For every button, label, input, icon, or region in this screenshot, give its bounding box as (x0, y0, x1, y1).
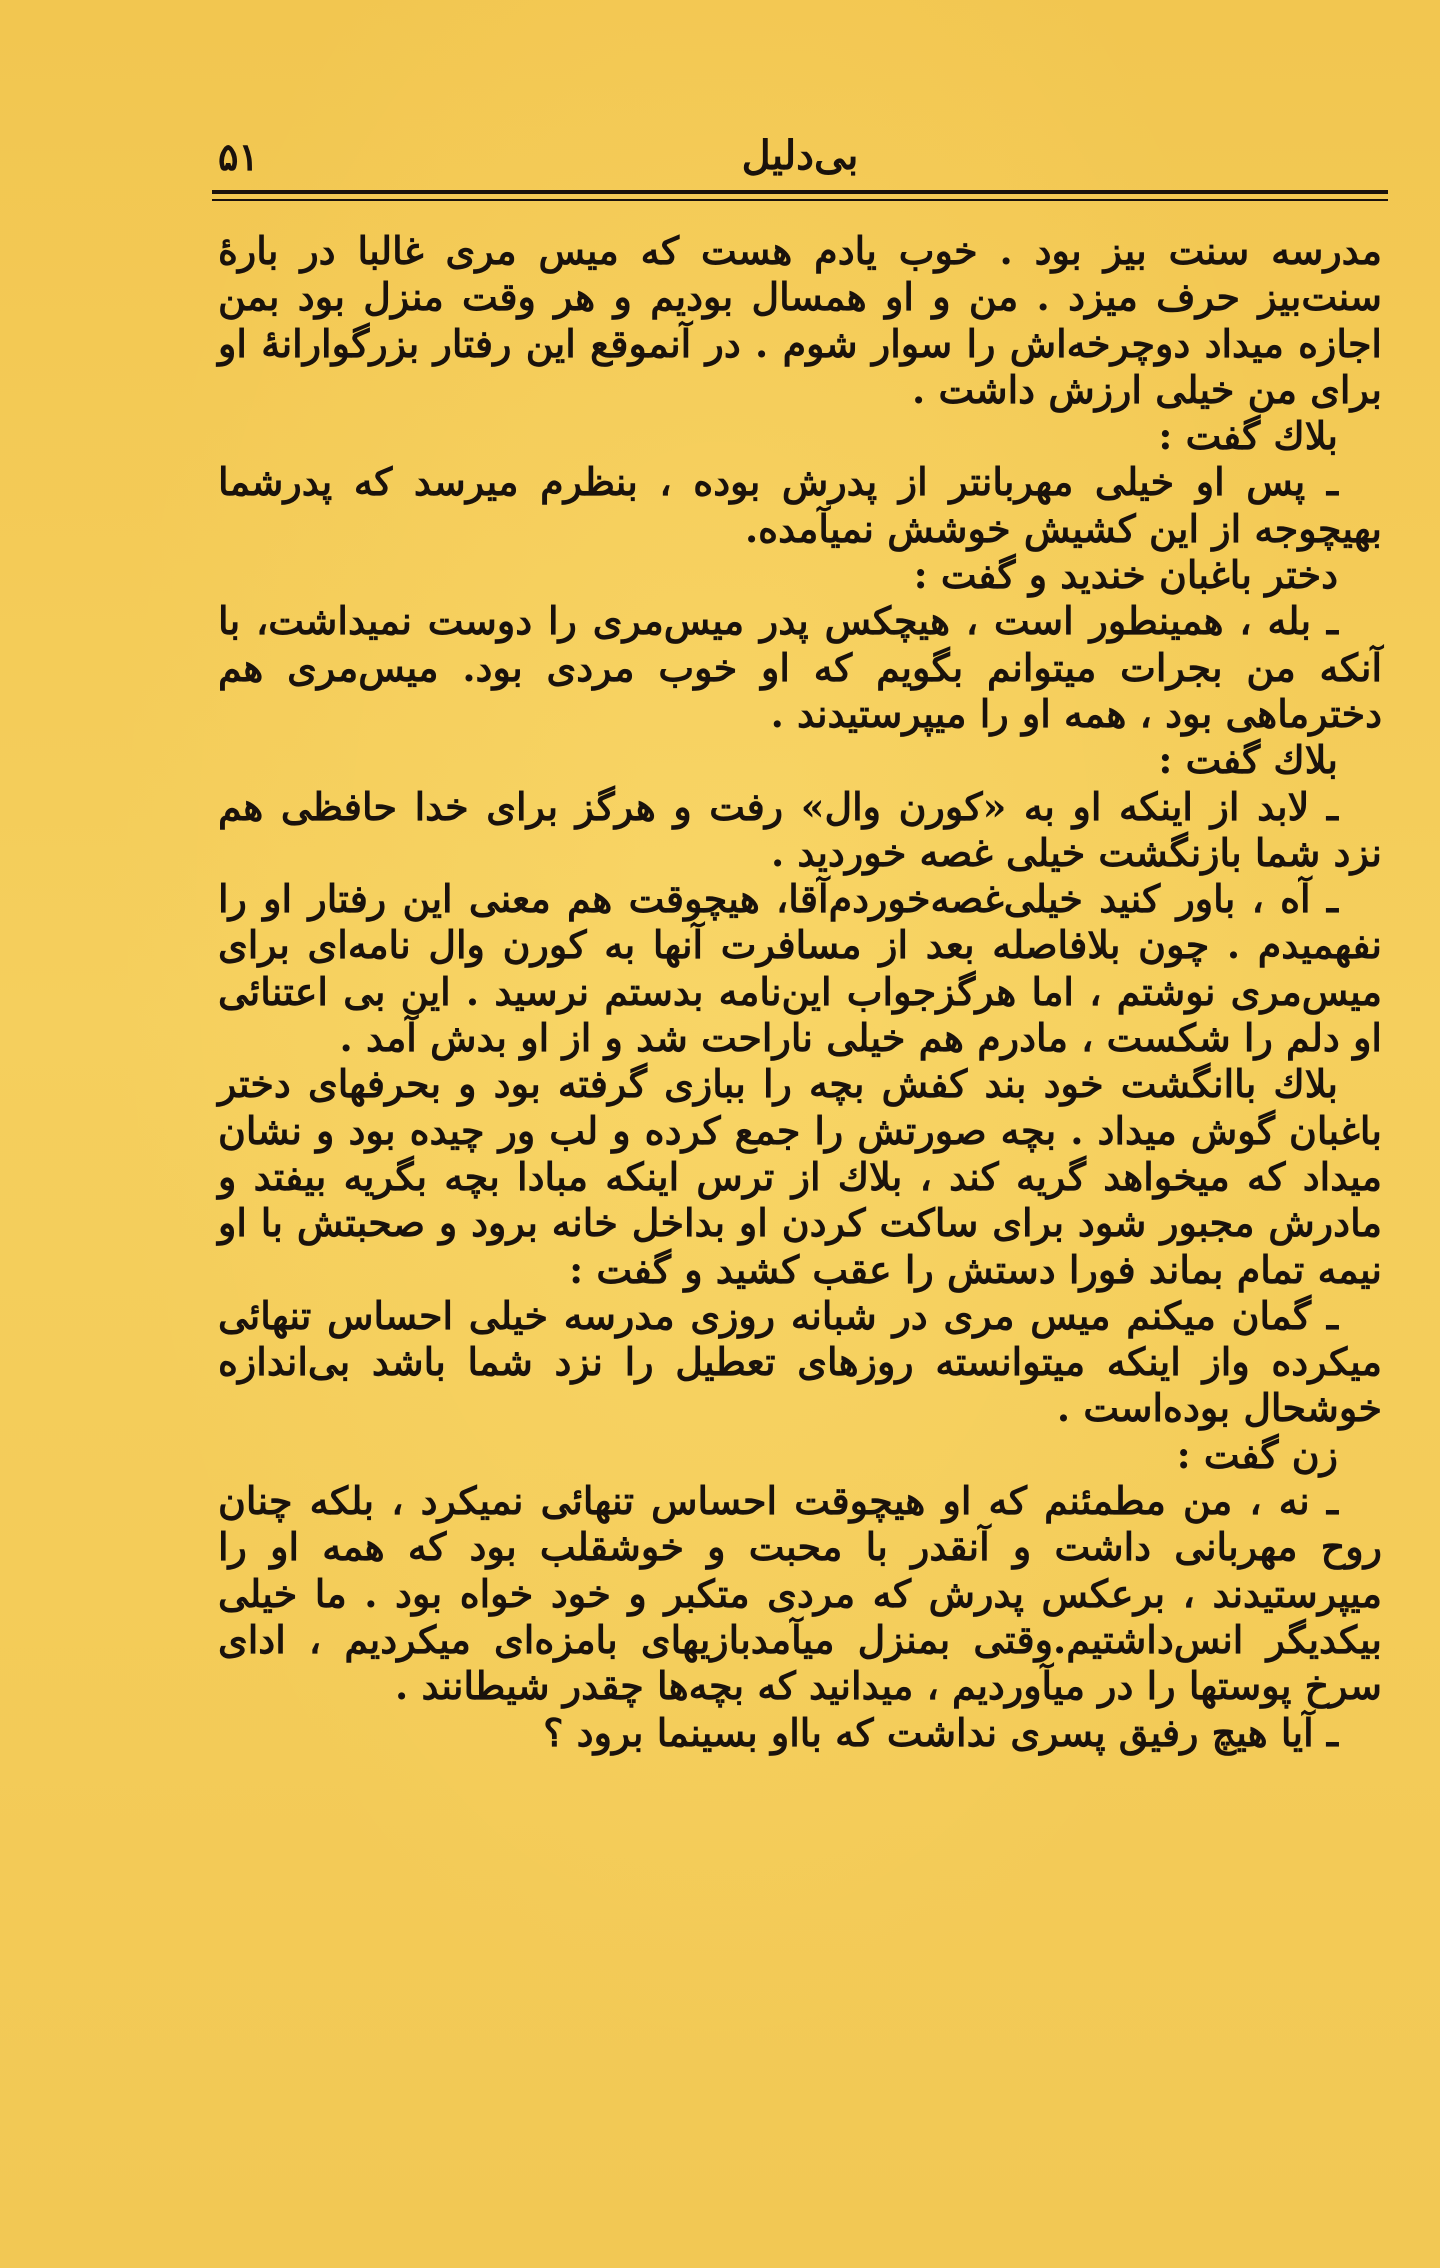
dialogue-paragraph: ـ پس او خیلی مهربانتر از پدرش بوده ، بنظرم میرسد که پدرشما بهیچوجه از این کشیش خوشش نمیآمده. (218, 459, 1382, 551)
body-text (218, 228, 1382, 1756)
speaker-line: بلاك گفت : (1158, 413, 1338, 459)
page-number: ۵۱ (218, 134, 259, 179)
dialogue-paragraph: ـ نه ، من مطمئنم که او هیچوقت احساس تنهائی نمیکرد ، بلکه چنان روح مهربانی داشت و آنقدر با محبت و خوشقلب بود که همه او را میپرستیدند ، برعکس پدرش که مردی متکبر و خود خواه بود . ما خیلی بیکدیگر انس‌داشتیم.وقتی بمنزل میآمدبازیهای بامزه‌ای میکردیم ، ادای سرخ پوستها را در میآوردیم ، میدانید که بچه‌ها چقدر شیطانند . (218, 1478, 1382, 1709)
page-header (212, 128, 1388, 188)
speaker-line: زن گفت : (1176, 1431, 1338, 1477)
dialogue-paragraph: ـ آیا هیچ رفیق پسری نداشت که بااو بسینما برود ؟ (543, 1709, 1338, 1755)
dialogue-paragraph: ـ آه ، باور کنید خیلی‌غصه‌خوردم‌آقا، هیچوقت هم معنی این رفتار او را نفهمیدم . چون بلافاصله بعد از مسافرت آنها به کورن وال نامه‌ای برای میس‌مری نوشتم ، اما هرگزجواب این‌نامه بدستم نرسید . این بی اعتنائی او دلم را شکست ، مادرم هم خیلی ناراحت شد و از او بدش آمد . (218, 876, 1382, 1061)
dialogue-paragraph: ـ گمان میکنم میس مری در شبانه روزی مدرسه خیلی احساس تنهائی میکرده واز اینکه میتوانسته روزهای تعطیل را نزد شما باشد بی‌اندازه خوشحال بوده‌است . (218, 1292, 1382, 1431)
paragraph: مدرسه سنت بیز بود . خوب یادم هست که میس مری غالبا در بارهٔ سنت‌بیز حرف میزد . من و او همسال بودیم و هر وقت منزل بود بمن اجازه میداد دوچرخه‌اش را سوار شوم . در آنموقع این رفتار بزرگوارانهٔ او برای من خیلی ارزش داشت . (218, 228, 1382, 412)
dialogue-paragraph: ـ بله ، همینطور است ، هیچکس پدر میس‌مری را دوست نمیداشت، با آنکه من بجرات میتوانم بگویم که او خوب مردی بود. میس‌مری هم دخترماهی بود ، همه او را میپرستیدند . (218, 598, 1383, 736)
dialogue-paragraph: ـ لابد از اینکه او به «کورن وال» رفت و هرگز برای خدا حافظی هم نزد شما بازنگشت خیلی غصه خوردید . (218, 783, 1382, 875)
speaker-line: دختر باغبان خندید و گفت : (913, 552, 1338, 598)
narrative-paragraph: بلاك باانگشت خود بند کفش بچه را ببازی گرفته بود و بحرفهای دختر باغبان گوش میداد . بچه صورتش را جمع کرده و لب ور چیده بود و نشان میداد که میخواهد گریه کند ، بلاك از ترس اینکه مبادا بچه بگریه بیفتد و مادرش مجبور شود برای ساکت کردن او بداخل خانه برود و صحبتش با او نیمه تمام بماند فورا دستش را عقب کشید و گفت : (218, 1061, 1382, 1292)
header-rule-thick (212, 190, 1388, 194)
header-rule-thin (212, 199, 1388, 201)
running-title: بی‌دلیل (741, 132, 859, 179)
speaker-line: بلاك گفت : (1158, 737, 1338, 783)
